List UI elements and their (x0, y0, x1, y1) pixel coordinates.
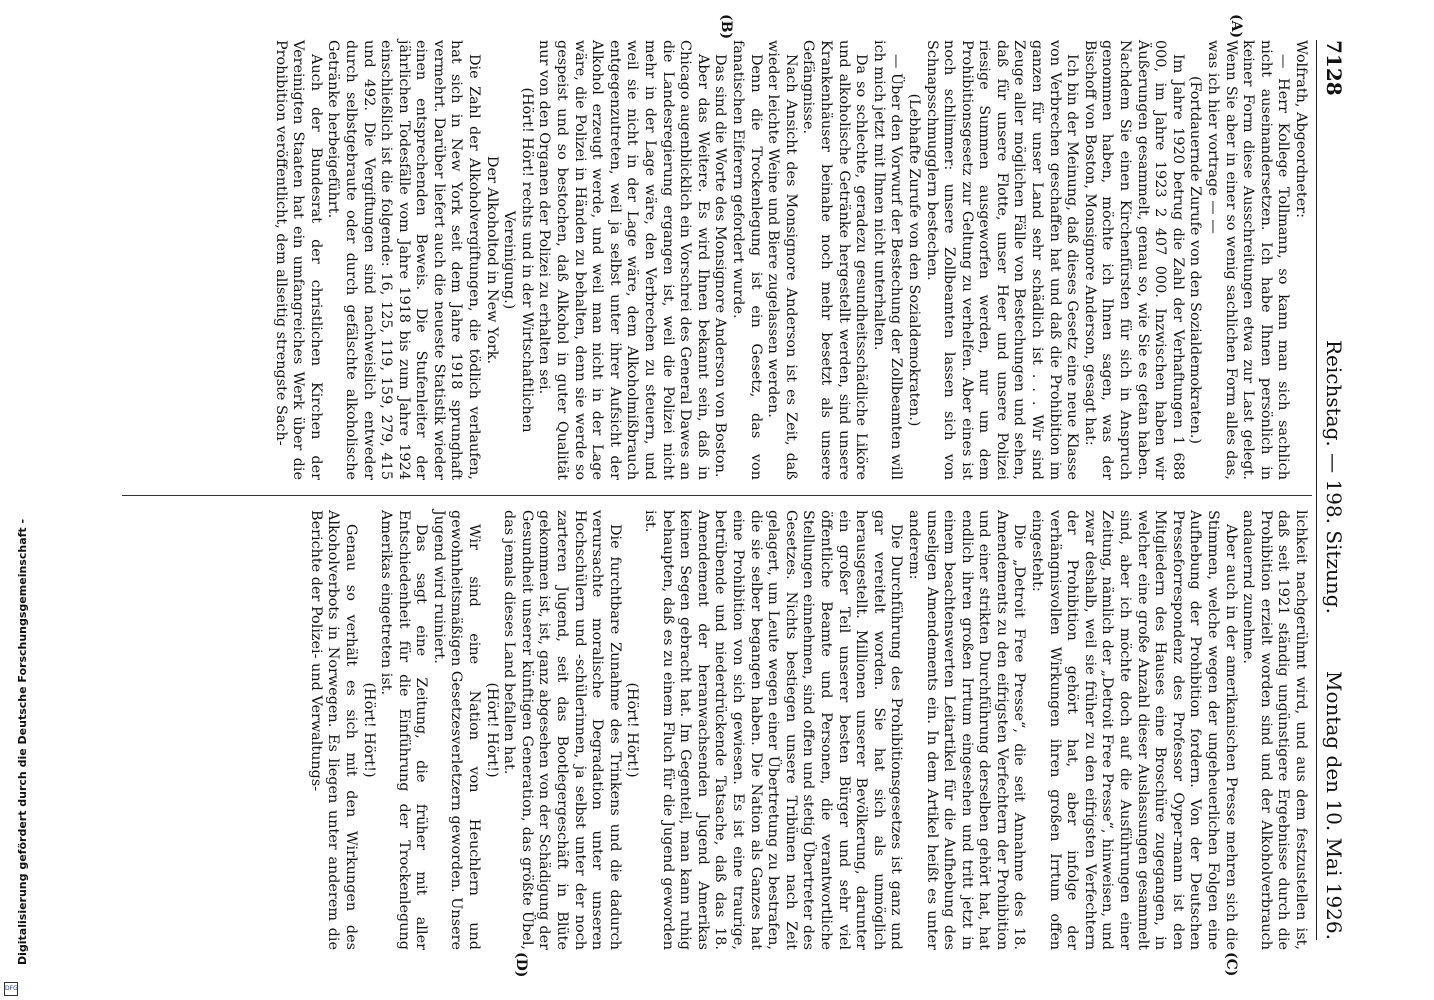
header-rule (1316, 40, 1317, 940)
paragraph: — Über den Vorwurf der Bestechung der Zollbeamten will ich mich jetzt mit Ihnen nicht unterhalten. (870, 40, 905, 480)
page-header (1316, 40, 1346, 940)
quote-paragraph: Die „Detroit Free Presse“, die seit Annahme des 18. Amendements zu den eifrigsten Verfechtern der Prohibition und einer strikten Durchführung derselben gehört hat, hat endlich ihren großen Irrtum eingesehen und tritt jetzt in einem beachtenswerten Leitartikel für die Aufhebung des unseligen Amendements ein. In dem Artikel heißt es unter anderem: (905, 510, 1028, 950)
paragraph: — Herr Kollege Tollmann, so kann man sich sachlich nicht auseinandersetzen. Ich habe Ihnen persönlich in keiner Form diese Ausschreitungen etwa zur Last gelegt. Wenn Sie aber in einer so wenig sachlichen Form alles das, was ich hier vortrage — — (1205, 40, 1292, 480)
interjection: (Lebhafte Zurufe von den Sozialdemokraten.) (905, 93, 922, 427)
left-column (271, 40, 1309, 480)
paragraph: Das sagt eine Zeitung, die früher mit aller Entschiedenheit für die Einführung der Trockenlegung Amerikas eingetreten ist. (378, 510, 430, 950)
interjection: (Fortdauernde Zurufe von den Sozialdemokraten.) (1187, 75, 1204, 445)
paragraph: lichkeit nachgerühmt wird, und aus dem festzustellen ist, daß seit 1921 ständig ungünstigere Ergebnisse durch die Prohibition erzielt worden sind und der Alkoholverbrauch andauernd zunehme. (1240, 510, 1309, 950)
quote-paragraph: Die Zahl der Alkoholvergiftungen, die tödlich verlaufen, hat sich in New York seit dem Jahre 1918 sprunghaft vermehrt. Darüber liefert auch die neueste Statistik wieder einen entsprechenden Beweis. Die Stufenleiter der jährlichen Todesfälle vom Jahre 1918 bis zum Jahre 1924 einschließlich ist die folgende: 16, 125, 119, 159, 279, 415 und 492. Die Vergiftungen sind nachweislich entweder durch selbstgebraute oder durch gefälschte alkoholische Getränke herbeigeführt. (325, 40, 483, 480)
interjection: (Hört! Hört! rechts und in der Wirtschaftlichen Vereinigung.) (501, 87, 535, 433)
paragraph: Aber auch in der amerikanischen Presse mehren sich die Stimmen, welche wegen der ungeheuerlichen Folgen eine Aufhebung der Prohibition fordern. Von der Deutschen Presseforrespondenz des Professor Oyper-mann ist den Mitgliedern des Hauses eine Broschüre zugegangen, in welcher eine große Anzahl dieser Auslassungen gesammelt sind, aber ich möchte doch auf die Ausführungen einer Zeitung, nämlich der „Detroit Free Presse“, hinweisen, und zwar deshalb, weil sie früher zu den eifrigsten Verfechtern der Prohibition gehört hat, aber infolge der verhängnisvollen Wirkungen ihren großen Irrtum offen eingesteht: (1029, 510, 1239, 950)
paragraph: Aber das Weitere. Es wird Ihnen bekannt sein, daß in Chicago augenblicklich ein Vorschrei des General Dawes an die Landesregierung ergangen ist, weil die Polizei nicht mehr in der Lage wäre, den Verbrechen zu steuern, und weil sie nicht in der Lage wäre, dem Alkoholmißbrauch entgegenzutreten, weil ja selbst unter ihrer Aufsicht der Alkohol erzeugt werde, und weil man nicht in der Lage wäre, die Polizei in Händen zu behalten, denn sie werde so gespeist und so bestochen, daß Alkohol in guter Qualität nur von den Organen der Polizei zu erhalten sei. (536, 40, 711, 480)
quote-paragraph: Die Durchführung des Prohibitionsgesetzes ist ganz und gar vereitelt worden. Sie hat sich als unmöglich herausgestellt. Millionen unserer Bevölkerung, darunter ein großer Teil unserer besten Bürger und sehr viel öffentliche Beamte und Personen, die verantwortliche Stellungen einnehmen, sind offen und stetig Übertreter des Gesetzes. Nichts bestiegen unsere Tribünen nach Zeit gelagert, um Leute wegen einer Übertretung zu bestrafen, die sie selber begangen haben. Die Nation als Ganzes hat eine Prohibition von sich gewiesen. Es ist eine traurige, betrübende und niederdrückende Tatsache, daß das 18. Amendement der heranwachsenden Jugend Amerikas keinen Segen gebracht hat. Im Gegenteil, man kann ruhig behaupten, daß es zu einem Fluch für die Jugend geworden ist. (642, 510, 905, 950)
quote-paragraph: Die furchtbare Zunahme des Trinkens und die dadurch verursachte moralische Degradation unter unseren Hochschülern und -schülerinnen, ja selbst unter der noch zarteren Jugend, seit das Bootlegergeschäft in Blüte gekommen ist, ist, ganz abgesehen von der Schädigung der Gesundheit unserer künftigen Generation, das größte Übel, das jemals dieses Land befallen hat. (501, 510, 623, 950)
interjection: (Hört! Hört!) (624, 682, 641, 778)
quote-paragraph: Ich bin der Meinung, daß dieses Gesetz eine neue Klasse von Verbrechen geschaffen hat und daß die Prohibition im ganzen für unser Land sehr schädlich ist . . . Wir sind Zeuge aller möglichen Fälle von Bestechungen und sehen, daß für unsere Flotte, unser Heer und unsere Polizei riesige Summen ausgeworfen werden, nur um dem Prohibitionsgesetz zur Geltung zu verhelfen. Aber eines ist noch schlimmer: unsere Zollbeamten lassen sich von Schnapsschmugglern bestechen. (923, 40, 1081, 480)
margin-marker-c: (C) (1223, 952, 1239, 977)
session-title: Reichstag. — 198. Sitzung. (1322, 340, 1346, 614)
column-divider (122, 495, 1312, 496)
session-date: Montag den 10. Mai 1926. (1322, 671, 1346, 940)
paragraph: Im Jahre 1920 betrug die Zahl der Verhaftungen 1 688 000, im Jahre 1923 2 407 000. Inzwischen haben wir Äußerungen gesammelt, genau so, wie Sie es getan haben. Nachdem Sie einen Kirchenfürsten für sich in Anspruch genommen haben, möchte ich Ihnen sagen, was der Bischoff von Boston, Monsignore Anderson, gesagt hat: (1081, 40, 1186, 480)
digitization-credit: Digitalisierung gefördert durch die Deutsche Forschungsgemeinschaft - (16, 518, 29, 965)
page-number: 7128 (1322, 40, 1346, 96)
subheading: Der Alkoholtod in New York. (483, 155, 500, 365)
dfg-logo-icon: DFG (4, 982, 18, 996)
quote-paragraph: Denn die Trockenlegung ist ein Gesetz, das von fanatischen Eiferern gefordert wurde. (730, 40, 764, 480)
digitization-footer (2, 0, 29, 1000)
margin-marker-b: (B) (718, 14, 734, 40)
interjection: (Hört! Hört!) (360, 682, 377, 778)
quote-paragraph: Nach Ansicht des Monsignore Anderson ist es Zeit, daß wieder leichte Weine und Biere zugelassen werden. (765, 40, 799, 480)
speaker-name: Wolfrath, Abgeordneter: (1293, 40, 1309, 218)
quote-paragraph: Da so schlechte, geradezu gesundheitsschädliche Liköre und alkoholische Getränke hergestellt werden, sind unsere Krankenhäuser beinahe noch mehr besetzt als unsere Gefängnisse. (800, 40, 870, 480)
margin-marker-a: (A) (1228, 14, 1244, 39)
quote-paragraph: Wir sind eine Nation von Heuchlern und gewohnheitsmäßigen Gesetzesverletzern geworden. Unsere Jugend wird ruiniert. (430, 510, 483, 950)
paragraph: Genau so verhält es sich mit den Wirkungen des Alkoholverbots in Norwegen. Es liegen unter anderem die Berichte der Polizei- und Verwaltungs- (307, 510, 359, 950)
right-column (306, 510, 1309, 950)
paragraph: Das sind die Worte des Monsignore Anderson von Boston. (712, 54, 729, 478)
interjection: (Hört! Hört!) (483, 682, 500, 778)
paragraph: Auch der Bundesrat der christlichen Kirchen der Vereinigten Staaten hat ein umfangreiches Werk über die Prohibition veröffentlicht, dem allseitig strengste Sach- (272, 40, 324, 480)
margin-marker-d: (D) (513, 952, 529, 978)
